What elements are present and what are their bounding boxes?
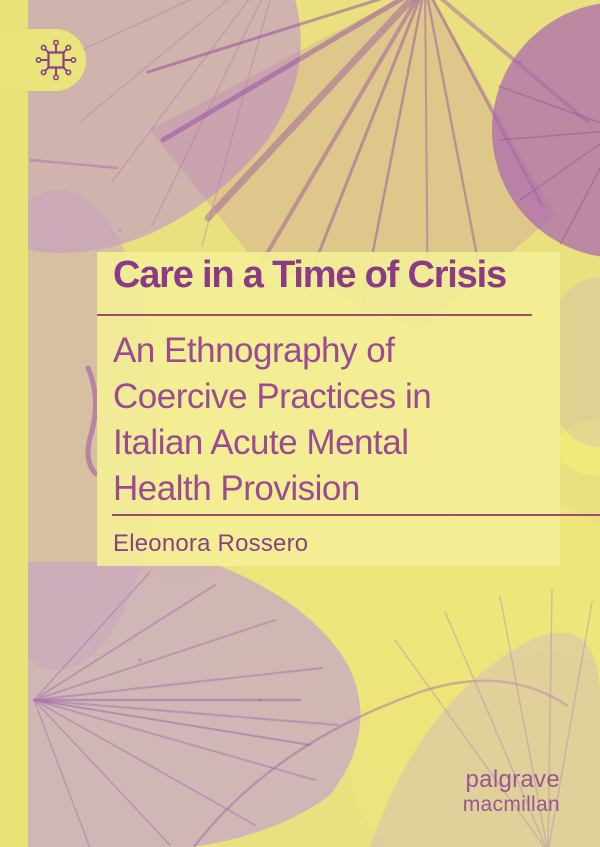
- publisher-name-palgrave: palgrave: [465, 766, 560, 793]
- subtitle-line: Health Provision: [113, 469, 360, 508]
- title-panel: [97, 252, 560, 566]
- author-divider: [112, 514, 600, 516]
- publisher-name-macmillan: macmillan: [462, 793, 560, 816]
- subtitle-line: Italian Acute Mental: [113, 423, 409, 462]
- book-subtitle: [113, 328, 431, 512]
- publisher-logotype: [463, 768, 560, 815]
- publisher-logo-tab: [0, 29, 86, 91]
- palgrave-flower-icon: [34, 38, 78, 82]
- subtitle-line: Coercive Practices in: [113, 377, 432, 416]
- left-accent-strip: [0, 0, 28, 847]
- subtitle-line: An Ethnography of: [113, 331, 395, 370]
- book-title: Care in a Time of Crisis: [113, 254, 506, 296]
- author-name: Eleonora Rossero: [113, 530, 309, 557]
- title-divider: [97, 314, 532, 316]
